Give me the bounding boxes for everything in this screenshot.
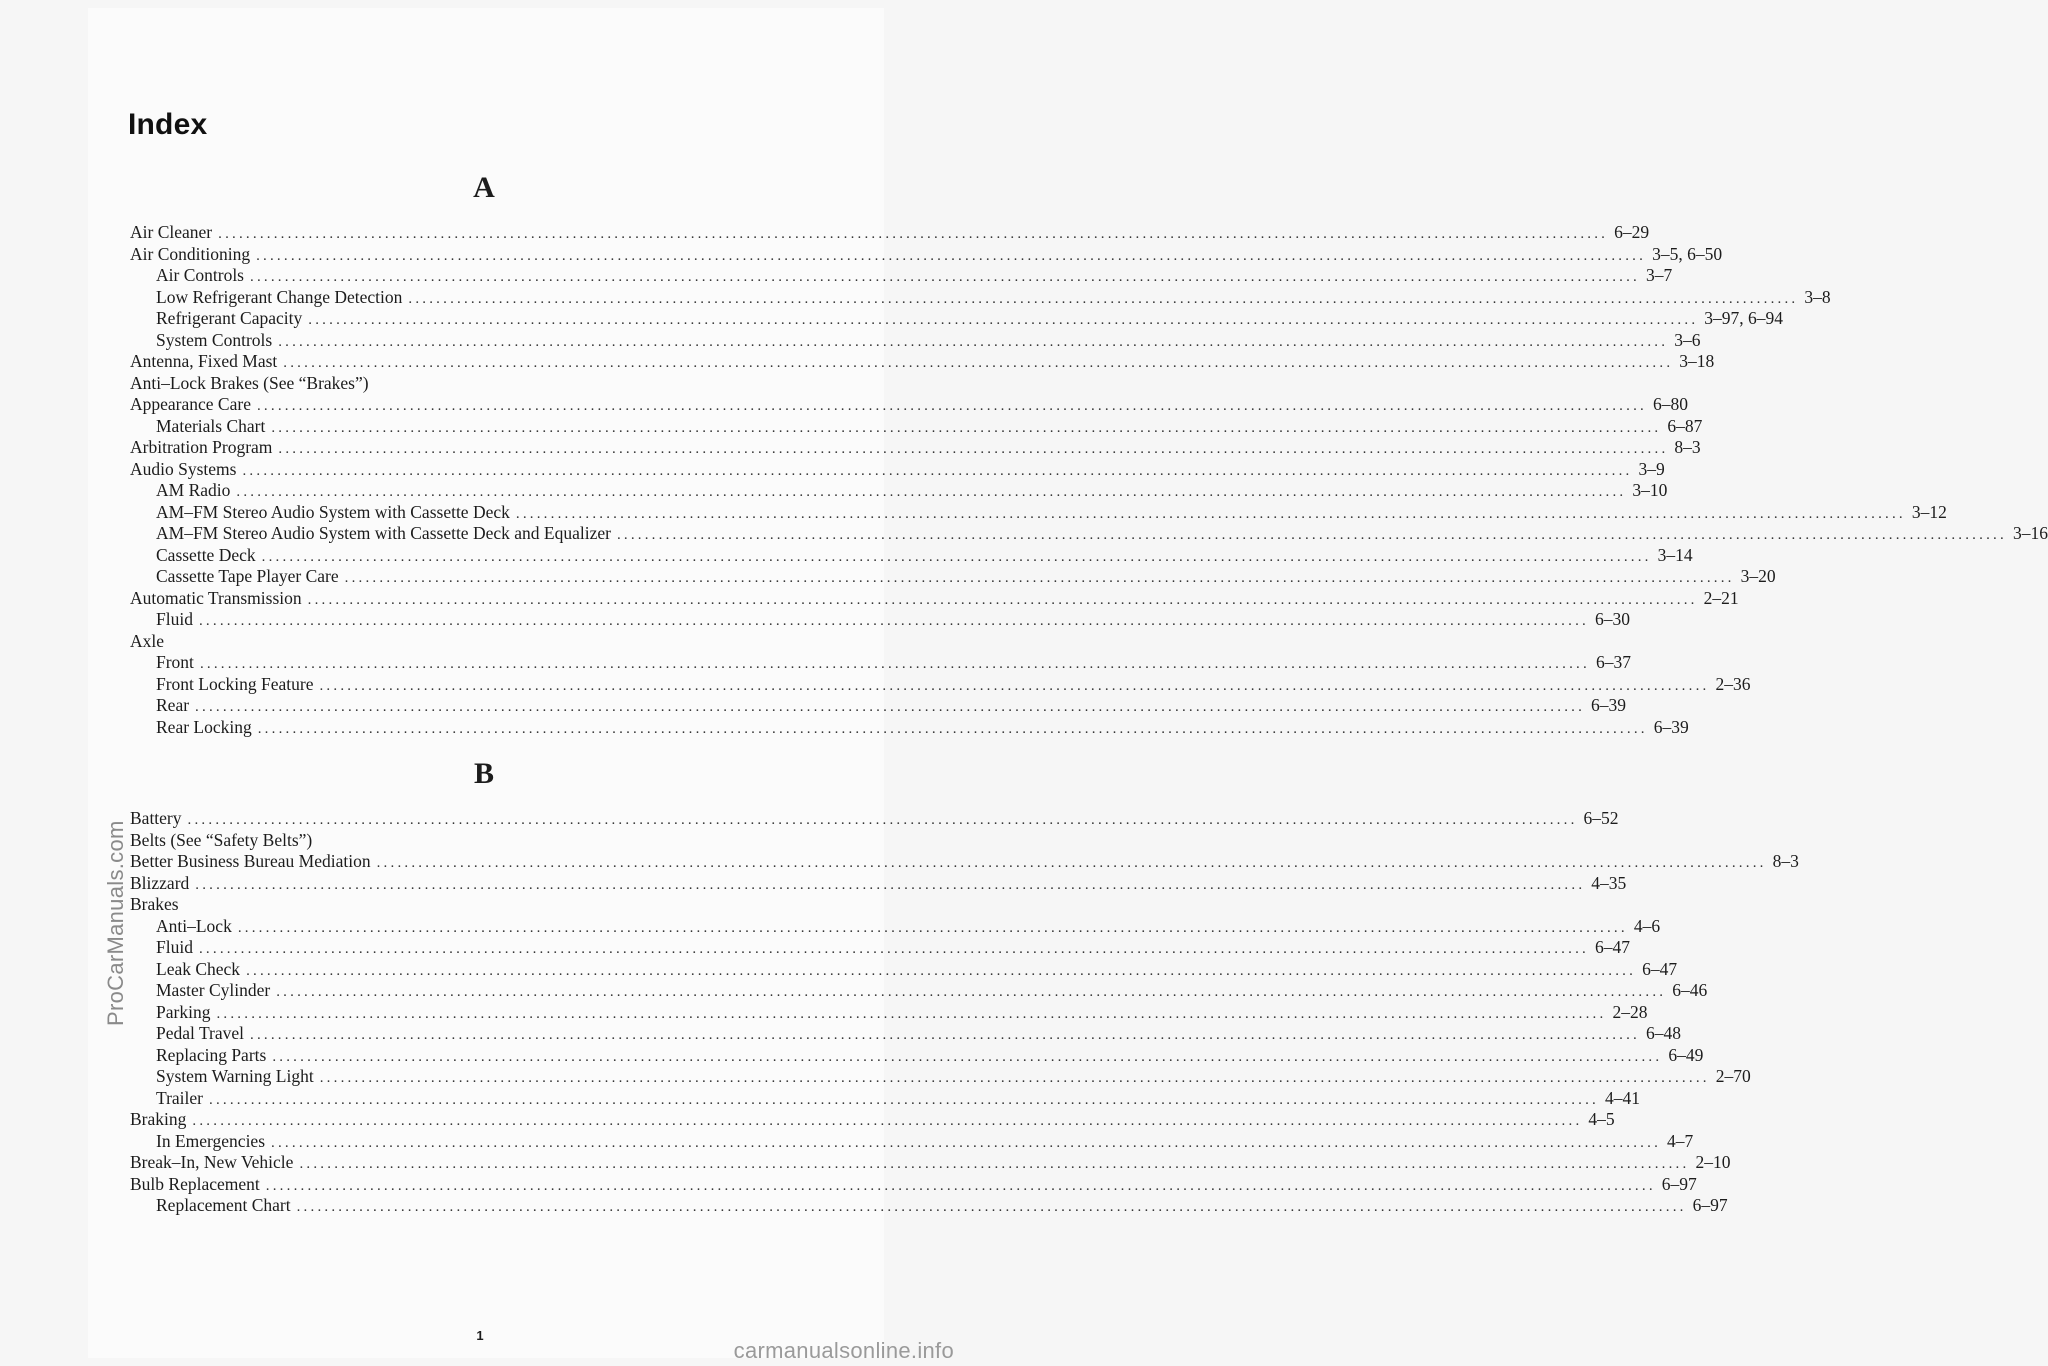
entry-term: Antenna, Fixed Mast xyxy=(130,351,278,371)
entry-page-ref: 6–80 xyxy=(1652,394,1688,414)
entry-term: Parking xyxy=(156,1001,211,1022)
entry-page-ref: 2–28 xyxy=(1612,1001,1648,1022)
entry-page-ref: 6–47 xyxy=(1642,958,1678,979)
index-entry xyxy=(130,243,1723,266)
index-entry xyxy=(130,851,1799,873)
dot-leader: ........................................................................................................................................................................................................ xyxy=(242,462,1633,479)
entry-term: Materials Chart xyxy=(156,415,266,436)
entry-term: Fluid xyxy=(156,937,193,957)
index-subentry xyxy=(130,480,1668,502)
entry-term: Blizzard xyxy=(130,872,190,893)
index-subentry xyxy=(130,544,1693,567)
entry-list xyxy=(130,808,1799,1217)
entry-page-ref: 4–6 xyxy=(1633,915,1661,936)
index-subentry xyxy=(130,1044,1704,1067)
index-subentry xyxy=(130,1023,1681,1045)
entry-page-ref: 4–7 xyxy=(1667,1130,1694,1151)
dot-leader: ........................................................................................................................................................................................................ xyxy=(408,290,1799,307)
index-entry xyxy=(130,587,1739,610)
entry-page-ref: 3–6 xyxy=(1674,329,1701,350)
entry-term: Axle xyxy=(130,630,165,651)
entry-term: Arbitration Program xyxy=(130,437,273,457)
entry-page-ref: 6–39 xyxy=(1591,695,1627,715)
dot-leader: ........................................................................................................................................................................................................ xyxy=(278,333,1669,350)
entry-term: System Warning Light xyxy=(156,1066,314,1086)
page-number: 1 xyxy=(476,1328,484,1343)
index-entry xyxy=(130,872,1627,895)
entry-term: Air Conditioning xyxy=(130,243,251,264)
dot-leader: ........................................................................................................................................................................................................ xyxy=(307,591,1698,608)
entry-page-ref: 4–35 xyxy=(1591,872,1627,893)
entry-page-ref: 3–16 xyxy=(2012,523,2048,543)
index-subentry xyxy=(130,716,1689,739)
index-entry xyxy=(130,394,1688,416)
entry-page-ref: 8–3 xyxy=(1674,437,1701,457)
index-entry xyxy=(130,437,1701,459)
entry-page-ref: 3–97, 6–94 xyxy=(1704,308,1784,328)
dot-leader: ........................................................................................................................................................................................................ xyxy=(319,1070,1710,1086)
index-entry xyxy=(130,808,1619,830)
section-letter: A xyxy=(473,171,495,204)
entry-term: Air Cleaner xyxy=(130,222,213,242)
dot-leader: ........................................................................................................................................................................................................ xyxy=(256,247,1647,264)
entry-term: Anti–Lock xyxy=(156,915,232,936)
entry-term: Break–In, New Vehicle xyxy=(130,1152,294,1172)
entry-page-ref: 3–18 xyxy=(1679,351,1715,371)
entry-term: Low Refrigerant Change Detection xyxy=(156,286,403,307)
index-subentry xyxy=(130,265,1673,287)
entry-term: Cassette Tape Player Care xyxy=(156,566,339,586)
dot-leader: ........................................................................................................................................................................................................ xyxy=(195,699,1586,715)
index-subentry xyxy=(130,308,1784,330)
dot-leader: ........................................................................................................................................................................................................ xyxy=(308,312,1699,328)
dot-leader: ........................................................................................................................................................................................................ xyxy=(250,1027,1640,1043)
entry-page-ref: 3–7 xyxy=(1646,265,1673,285)
index-subentry xyxy=(130,958,1678,981)
entry-page-ref: 6–46 xyxy=(1672,980,1708,1000)
index-entry xyxy=(130,631,838,653)
page-title: Index xyxy=(128,108,208,141)
dot-leader: ........................................................................................................................................................................................................ xyxy=(216,1005,1607,1022)
dot-leader: ........................................................................................................................................................................................................ xyxy=(237,919,1628,936)
entry-term: Refrigerant Capacity xyxy=(156,308,303,328)
index-entry xyxy=(130,894,838,916)
index-subentry xyxy=(130,1195,1728,1217)
index-entry xyxy=(130,830,838,852)
dot-leader: ........................................................................................................................................................................................................ xyxy=(261,548,1652,565)
index-entry xyxy=(130,222,1650,244)
entry-term: Brakes xyxy=(130,894,179,914)
entry-term: Replacing Parts xyxy=(156,1044,267,1065)
dot-leader: ........................................................................................................................................................................................................ xyxy=(271,419,1662,436)
side-watermark: ProCarManuals.com xyxy=(103,820,128,1026)
index-subentry xyxy=(130,937,1630,959)
dot-leader: ........................................................................................................................................................................................................ xyxy=(246,962,1637,979)
index-entry xyxy=(130,1152,1731,1174)
entry-term: In Emergencies xyxy=(156,1130,266,1151)
entry-page-ref: 3–12 xyxy=(1911,501,1947,522)
index-subentry xyxy=(130,415,1703,438)
dot-leader: ........................................................................................................................................................................................................ xyxy=(199,656,1590,672)
dot-leader: ........................................................................................................................................................................................................ xyxy=(236,484,1627,500)
entry-term: Leak Check xyxy=(156,958,241,979)
index-entry xyxy=(130,1109,1615,1131)
entry-term: AM–FM Stereo Audio System with Cassette Deck and Equalizer xyxy=(156,523,611,543)
index-subentry xyxy=(130,1066,1751,1088)
index-subentry xyxy=(130,609,1630,631)
dot-leader: ........................................................................................................................................................................................................ xyxy=(209,1091,1599,1108)
entry-page-ref: 2–36 xyxy=(1715,673,1751,694)
dot-leader: ........................................................................................................................................................................................................ xyxy=(319,677,1710,694)
dot-leader: ........................................................................................................................................................................................................ xyxy=(616,527,2007,543)
dot-leader: ........................................................................................................................................................................................................ xyxy=(515,505,1906,522)
entry-page-ref: 3–9 xyxy=(1638,458,1665,479)
entry-term: Anti–Lock Brakes (See “Brakes”) xyxy=(130,372,369,393)
dot-leader: ........................................................................................................................................................................................................ xyxy=(198,941,1589,957)
index-subentry xyxy=(130,1001,1648,1024)
index-subentry xyxy=(130,673,1751,696)
index-subentry xyxy=(130,566,1776,588)
dot-leader: ........................................................................................................................................................................................................ xyxy=(195,876,1586,893)
index-subentry xyxy=(130,329,1701,352)
entry-page-ref: 6–87 xyxy=(1667,415,1703,436)
entry-term: Front xyxy=(156,652,194,672)
entry-page-ref: 3–8 xyxy=(1804,286,1831,307)
entry-page-ref: 2–10 xyxy=(1695,1152,1731,1172)
index-entry xyxy=(130,351,1715,373)
entry-term: Battery xyxy=(130,808,182,828)
dot-leader: ........................................................................................................................................................................................................ xyxy=(256,398,1647,414)
dot-leader: ........................................................................................................................................................................................................ xyxy=(271,1134,1662,1151)
entry-term: Audio Systems xyxy=(130,458,237,479)
index-subentry xyxy=(130,1130,1694,1153)
entry-page-ref: 4–41 xyxy=(1605,1087,1640,1108)
entry-term: Appearance Care xyxy=(130,394,251,414)
entry-term: Braking xyxy=(130,1109,187,1129)
dot-leader: ........................................................................................................................................................................................................ xyxy=(198,613,1589,629)
index-subentry xyxy=(130,695,1627,717)
dot-leader: ........................................................................................................................................................................................................ xyxy=(296,1199,1687,1215)
index-subentry xyxy=(130,980,1708,1002)
entry-term: Rear xyxy=(156,695,190,715)
entry-term: Cassette Deck xyxy=(156,544,256,565)
dot-leader: ........................................................................................................................................................................................................ xyxy=(344,570,1735,586)
entry-term: Rear Locking xyxy=(156,716,252,737)
dot-leader: ........................................................................................................................................................................................................ xyxy=(192,1113,1583,1129)
entry-term: Better Business Bureau Mediation xyxy=(130,851,371,871)
entry-term: Trailer xyxy=(156,1087,203,1108)
dot-leader: ........................................................................................................................................................................................................ xyxy=(250,269,1640,285)
entry-term: Belts (See “Safety Belts”) xyxy=(130,829,313,850)
index-entry xyxy=(130,458,1665,481)
dot-leader: ........................................................................................................................................................................................................ xyxy=(265,1177,1656,1194)
dot-leader: ........................................................................................................................................................................................................ xyxy=(218,226,1609,242)
entry-page-ref: 6–37 xyxy=(1595,652,1631,672)
entry-page-ref: 6–52 xyxy=(1583,808,1619,828)
entry-page-ref: 6–47 xyxy=(1594,937,1630,957)
entry-term: AM Radio xyxy=(156,480,231,500)
entry-term: System Controls xyxy=(156,329,273,350)
dot-leader: ........................................................................................................................................................................................................ xyxy=(283,355,1674,371)
entry-term: Fluid xyxy=(156,609,193,629)
dot-leader: ........................................................................................................................................................................................................ xyxy=(276,984,1667,1000)
index-subentry xyxy=(130,652,1631,674)
entry-term: Pedal Travel xyxy=(156,1023,244,1043)
entry-term: Bulb Replacement xyxy=(130,1173,260,1194)
dot-leader: ........................................................................................................................................................................................................ xyxy=(299,1156,1690,1172)
entry-page-ref: 3–14 xyxy=(1657,544,1693,565)
entry-term: AM–FM Stereo Audio System with Cassette Deck xyxy=(156,501,510,522)
index-entry xyxy=(130,1173,1697,1196)
index-section-b xyxy=(130,756,1799,1217)
entry-page-ref: 6–39 xyxy=(1653,716,1689,737)
entry-page-ref: 4–5 xyxy=(1588,1109,1615,1129)
entry-page-ref: 8–3 xyxy=(1772,851,1799,871)
dot-leader: ........................................................................................................................................................................................................ xyxy=(272,1048,1663,1065)
entry-page-ref: 2–70 xyxy=(1715,1066,1751,1086)
entry-page-ref: 6–97 xyxy=(1692,1195,1728,1215)
entry-page-ref: 6–49 xyxy=(1668,1044,1704,1065)
entry-page-ref: 6–30 xyxy=(1594,609,1630,629)
entry-page-ref: 2–21 xyxy=(1703,587,1739,608)
entry-term: Replacement Chart xyxy=(156,1195,291,1215)
entry-list xyxy=(130,222,2048,738)
index-section-a xyxy=(130,170,2048,738)
index-subentry xyxy=(130,501,1947,524)
dot-leader: ........................................................................................................................................................................................................ xyxy=(257,720,1648,737)
entry-page-ref: 6–97 xyxy=(1661,1173,1697,1194)
entry-term: Front Locking Feature xyxy=(156,673,314,694)
entry-page-ref: 3–5, 6–50 xyxy=(1652,243,1723,264)
index-subentry xyxy=(130,1087,1640,1110)
entry-page-ref: 6–48 xyxy=(1646,1023,1681,1043)
entry-page-ref: 3–20 xyxy=(1740,566,1776,586)
entry-term: Air Controls xyxy=(156,265,244,285)
index-subentry xyxy=(130,286,1831,309)
index-subentry xyxy=(130,523,2048,545)
section-letter: B xyxy=(473,757,494,790)
dot-leader: ........................................................................................................................................................................................................ xyxy=(376,855,1767,871)
dot-leader: ........................................................................................................................................................................................................ xyxy=(278,441,1669,457)
entry-term: Master Cylinder xyxy=(156,980,271,1000)
entry-page-ref: 3–10 xyxy=(1632,480,1668,500)
index-subentry xyxy=(130,915,1661,938)
dot-leader: ........................................................................................................................................................................................................ xyxy=(187,812,1578,828)
entry-page-ref: 6–29 xyxy=(1614,222,1650,242)
footer-watermark: carmanualsonline.info xyxy=(733,1338,954,1363)
entry-term: Automatic Transmission xyxy=(130,587,302,608)
index-entry xyxy=(130,373,838,395)
